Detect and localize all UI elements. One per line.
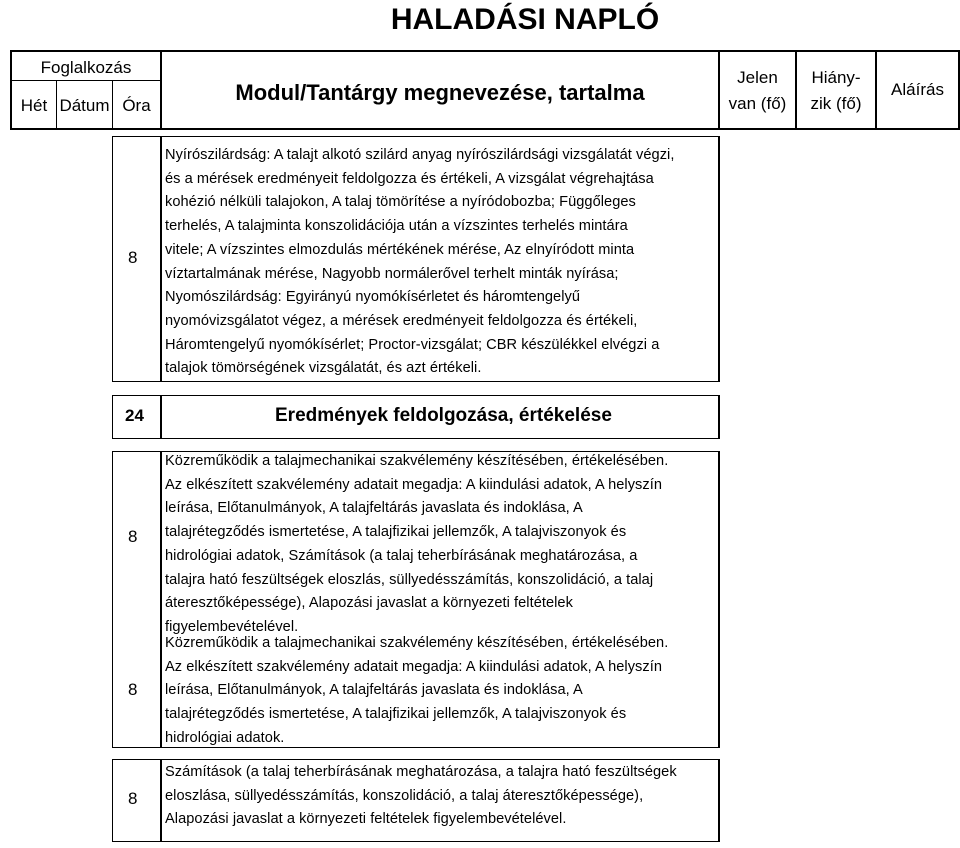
- content-line: vitele; A vízszintes elmozdulás mértékének mérése, Az elnyíródott minta: [165, 241, 635, 258]
- content-line: eloszlása, süllyedésszámítás, konszolidáció, a talaj áteresztőképessége),: [165, 787, 644, 804]
- row-content: [165, 632, 668, 751]
- header-alairas: Aláírás: [891, 80, 944, 99]
- content-line: leírása, Előtanulmányok, A talajfeltárás javaslata és indoklása, A: [165, 682, 583, 699]
- row-content: [165, 761, 677, 832]
- content-line: terhelés, A talajminta konszolidációja után a vízszintes terhelés mintára: [165, 218, 628, 235]
- content-line: hidrológiai adatok.: [165, 729, 285, 746]
- row-hours: 8: [128, 680, 138, 699]
- section-title: Eredmények feldolgozása, értékelése: [275, 405, 612, 426]
- content-line: Az elkészített szakvélemény adatait megadja: A kiindulási adatok, A helyszín: [165, 476, 663, 493]
- content-line: Nyírószilárdság: A talajt alkotó szilárd anyag nyírószilárdsági vizsgálatát végzi,: [165, 147, 675, 163]
- row-content: [165, 450, 668, 640]
- content-line: nyomóvizsgálatot végez, a mérések eredményeit feldolgozza és értékeli,: [165, 312, 638, 329]
- content-line: Háromtengelyű nyomókísérlet; Proctor-vizsgálat; CBR készülékkel elvégzi a: [165, 336, 660, 353]
- page-title: HALADÁSI NAPLÓ: [390, 3, 660, 36]
- content-line: áteresztőképessége), Alapozási javaslat a környezeti feltételek: [165, 595, 573, 612]
- content-line: leírása, Előtanulmányok, A talajfeltárás javaslata és indoklása, A: [165, 500, 583, 517]
- content-line: Számítások (a talaj teherbírásának meghatározása, a talajra ható feszültségek: [165, 764, 677, 780]
- row-hours: 8: [128, 527, 138, 546]
- row-hours: 8: [128, 248, 138, 267]
- content-line: Közreműködik a talajmechanikai szakvélemény készítésében, értékelésében.: [165, 453, 669, 469]
- header-jelen-line2: van (fő): [728, 94, 787, 113]
- content-line: Nyomószilárdság: Egyirányú nyomókísérletet és háromtengelyű: [165, 289, 581, 306]
- row-hours: 8: [128, 789, 138, 808]
- header-datum: Dátum: [59, 96, 110, 115]
- header-het: Hét: [20, 96, 48, 115]
- content-line: Alapozási javaslat a környezeti feltételek figyelembevételével.: [165, 811, 567, 828]
- content-line: és a mérések eredményeit feldolgozza és értékeli, A vizsgálat végrehajtása: [165, 170, 654, 187]
- content-line: víztartalmának mérése, Nagyobb normálerővel terhelt minták nyírása;: [165, 265, 619, 282]
- content-line: hidrológiai adatok, Számítások (a talaj teherbírásának meghatározása, a: [165, 547, 638, 564]
- content-line: Közreműködik a talajmechanikai szakvélemény készítésében, értékelésében.: [165, 635, 669, 651]
- row-content: [165, 144, 674, 381]
- header-modul: Modul/Tantárgy megnevezése, tartalma: [235, 80, 645, 105]
- content-line: talajra ható feszültségek eloszlás, süllyedésszámítás, konszolidáció, a talaj: [165, 571, 654, 588]
- content-line: talajok tömörségének vizsgálatát, és azt értékeli.: [165, 360, 482, 377]
- header-jelen-line1: Jelen: [737, 68, 778, 87]
- section-number: 24: [125, 406, 144, 425]
- content-line: Az elkészített szakvélemény adatait megadja: A kiindulási adatok, A helyszín: [165, 658, 663, 675]
- header-hiany-line1: Hiány-: [811, 68, 861, 87]
- content-line: talajrétegződés ismertetése, A talajfizikai jellemzők, A talajviszonyok és: [165, 706, 627, 723]
- content-line: figyelembevételével.: [165, 618, 299, 635]
- header-hiany-line2: zik (fő): [810, 94, 862, 113]
- content-line: kohézió nélküli talajokon, A talaj tömörítése a nyíródobozba; Függőleges: [165, 194, 636, 211]
- content-line: talajrétegződés ismertetése, A talajfizikai jellemzők, A talajviszonyok és: [165, 524, 627, 541]
- header-foglalkozas: Foglalkozás: [40, 58, 132, 77]
- header-ora: Óra: [122, 96, 151, 115]
